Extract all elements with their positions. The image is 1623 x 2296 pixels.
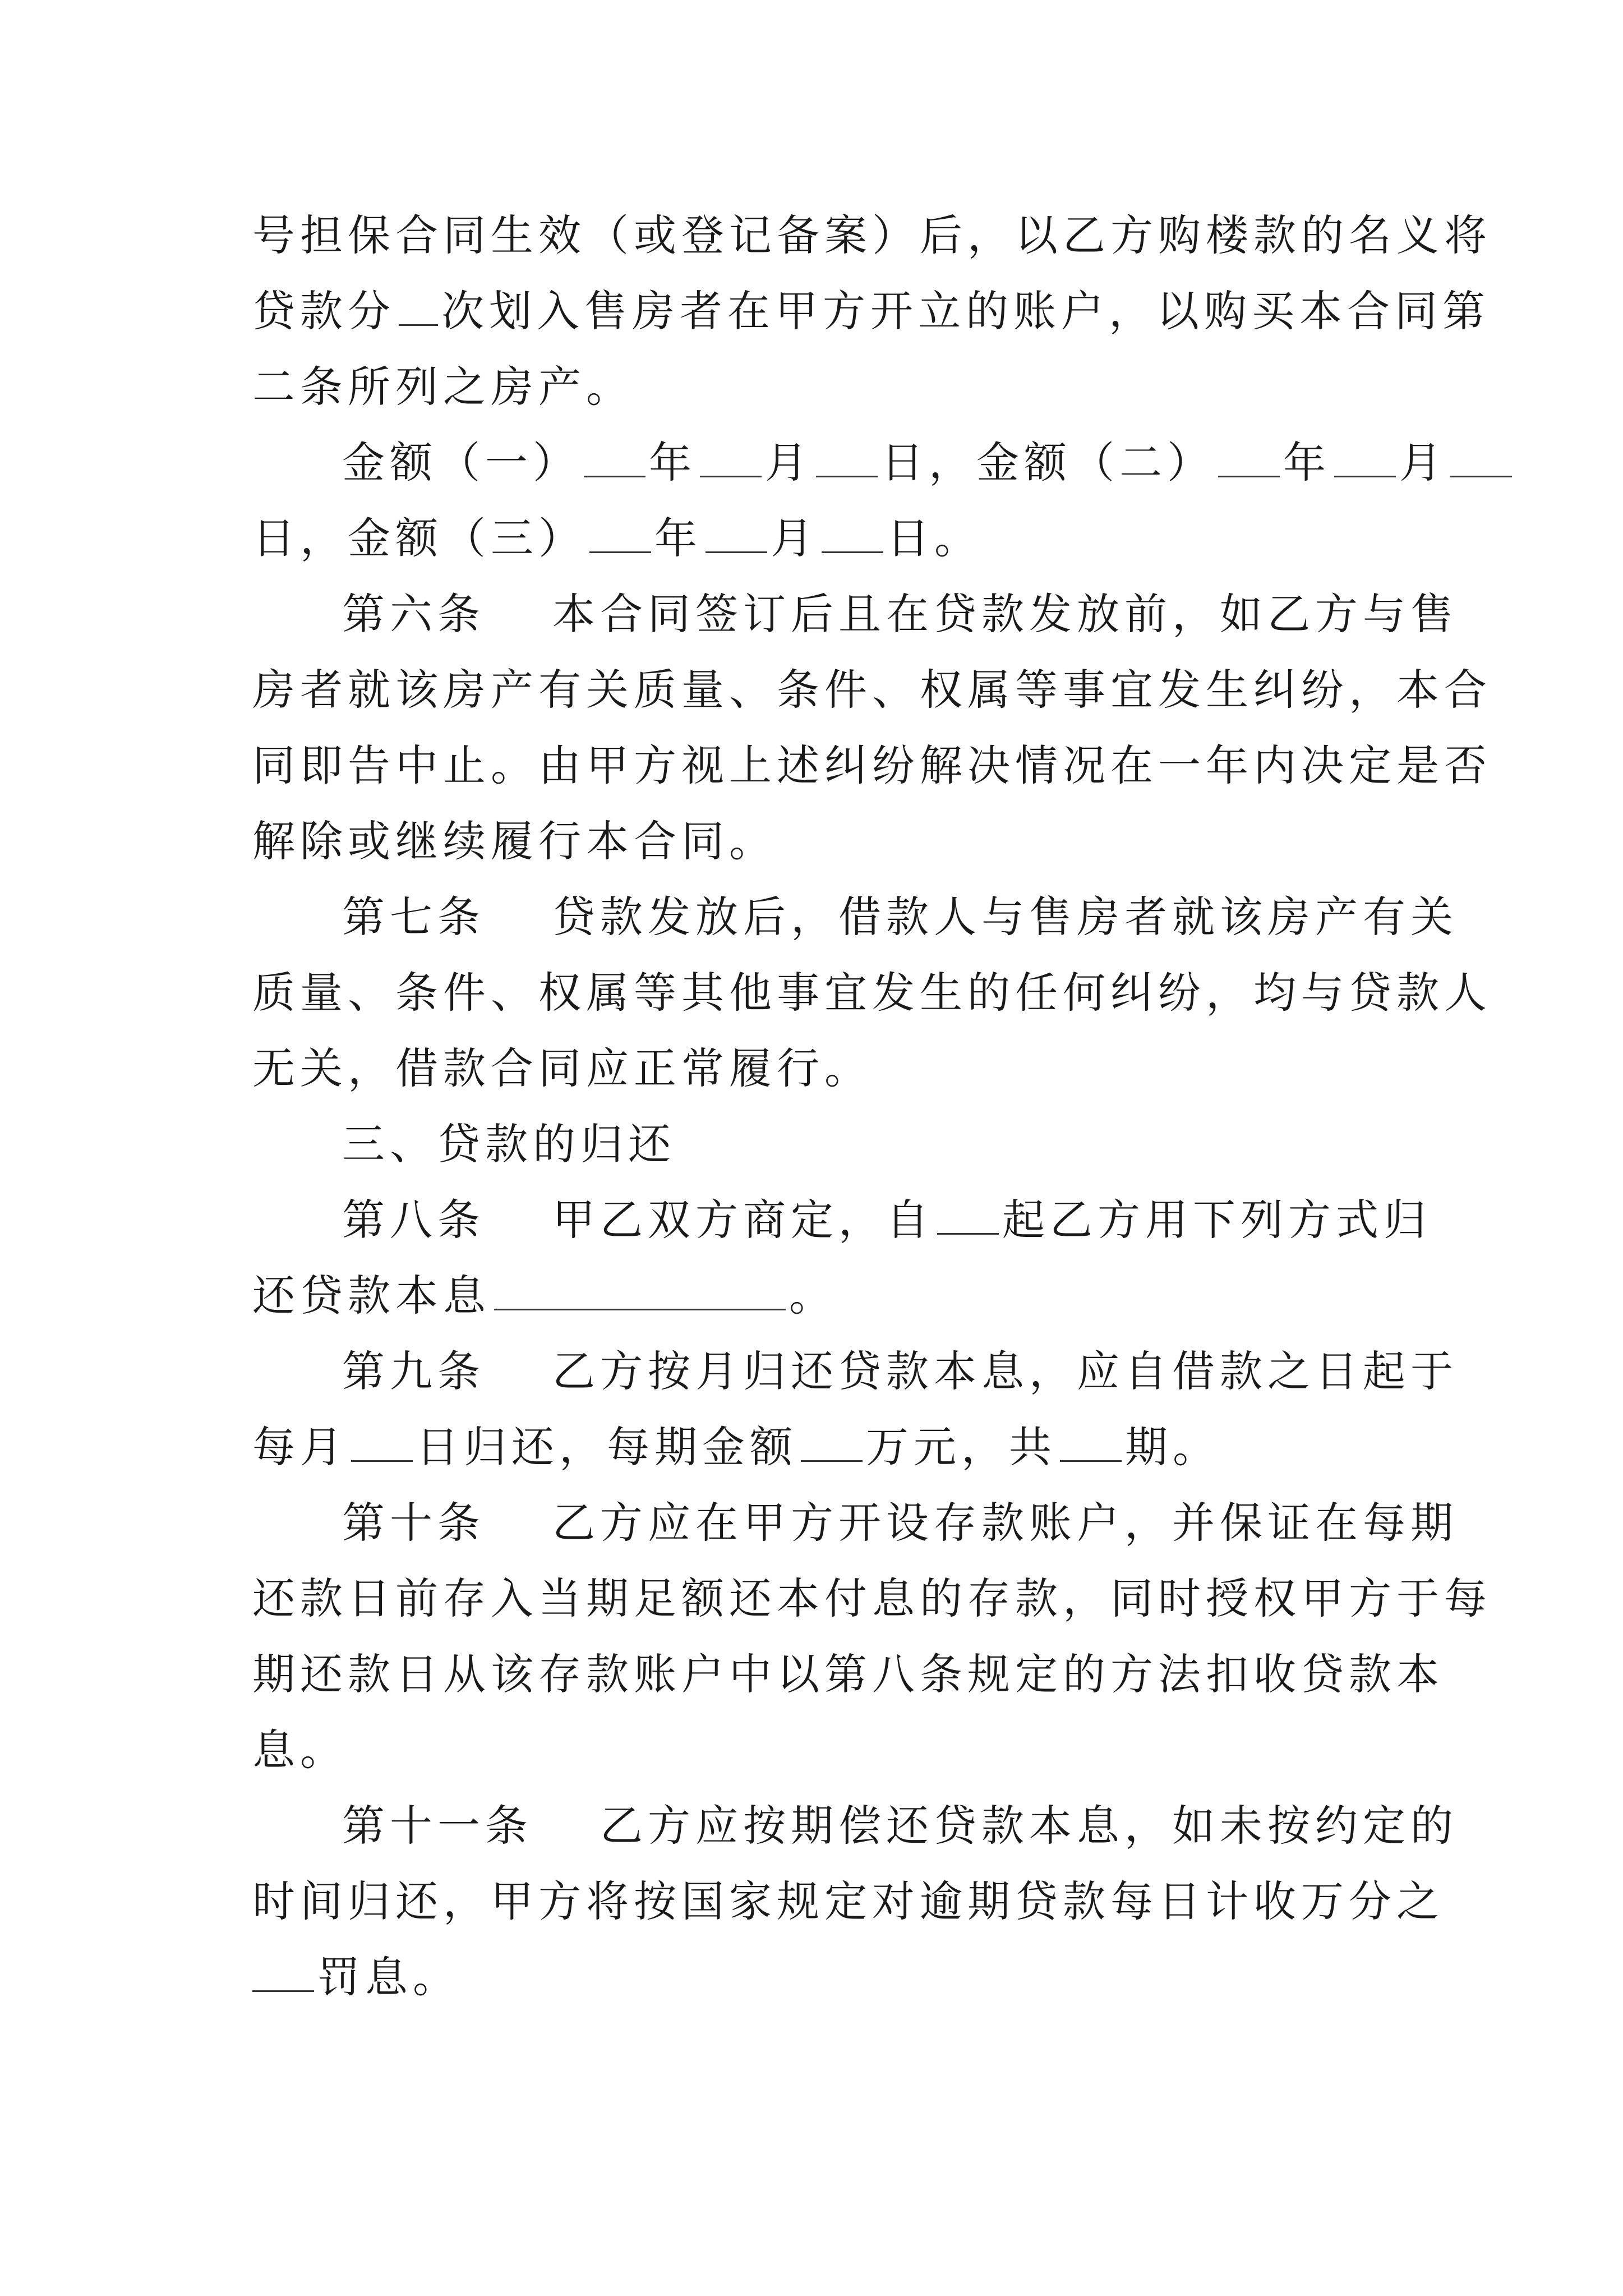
blank-field <box>252 1951 314 1992</box>
paragraph-line <box>252 1041 872 1097</box>
blank-field <box>1334 436 1396 477</box>
text: 本合同签订后且在贷款发放前，如乙方与售 <box>552 589 1458 639</box>
paragraph-line <box>252 1874 1444 1930</box>
text: 无关，借款合同应正常履行。 <box>252 1043 872 1093</box>
article-title: 第六条 <box>342 589 485 639</box>
paragraph-line <box>252 662 1492 718</box>
blank-field <box>1218 436 1280 477</box>
text: 罚息。 <box>317 1952 460 2002</box>
paragraph-line <box>252 359 634 415</box>
blank-field <box>589 512 651 553</box>
text: 二条所列之房产。 <box>252 362 634 412</box>
text: 年 <box>1283 438 1331 487</box>
text: 月 <box>1399 438 1447 487</box>
text: 乙方应在甲方开设存款账户，并保证在每期 <box>552 1498 1458 1548</box>
article-11 <box>342 1798 1458 1854</box>
paragraph-line <box>252 738 1492 794</box>
paragraph-line <box>252 1268 837 1324</box>
text: 同即告中止。由甲方视上述纠纷解决情况在一年内决定是否 <box>252 740 1492 790</box>
text: 年 <box>654 513 702 563</box>
blank-field <box>1060 1421 1122 1462</box>
text: 乙方应按期偿还贷款本息，如未按约定的 <box>600 1801 1458 1851</box>
blank-field <box>399 285 438 326</box>
text: 甲乙双方商定，自 <box>552 1195 934 1245</box>
blank-field <box>584 436 645 477</box>
article-9 <box>342 1343 1458 1400</box>
text: 解除或继续履行本合同。 <box>252 816 777 866</box>
blank-field <box>351 1421 413 1462</box>
section-heading <box>342 1116 676 1172</box>
text: 还贷款本息 <box>252 1271 491 1320</box>
text: 房者就该房产有关质量、条件、权属等事宜发生纠纷，本合 <box>252 665 1492 715</box>
text: 日。 <box>887 513 982 563</box>
text: 期。 <box>1125 1422 1220 1472</box>
text: 次划入售房者在甲方开立的账户，以购买本合同第 <box>441 286 1490 336</box>
amount-line <box>342 435 1515 491</box>
amount-line <box>252 510 982 567</box>
text: 起乙方用下列方式归 <box>1002 1195 1431 1245</box>
blank-field <box>1450 436 1512 477</box>
text: 每月 <box>252 1422 348 1472</box>
text: 日，金额（二） <box>881 438 1215 487</box>
paragraph-line <box>252 1571 1492 1627</box>
article-title: 第十条 <box>342 1498 485 1548</box>
text: 号担保合同生效（或登记备案）后，以乙方购楼款的名义将 <box>252 210 1492 260</box>
text: 息。 <box>252 1725 348 1775</box>
article-10 <box>342 1495 1458 1551</box>
article-title: 第九条 <box>342 1346 485 1396</box>
text: 月 <box>765 438 813 487</box>
paragraph-line <box>252 1949 460 2005</box>
paragraph-line <box>252 283 1490 339</box>
paragraph-line <box>252 1722 348 1778</box>
article-title: 第七条 <box>342 892 485 942</box>
text: 金额（一） <box>342 438 580 487</box>
paragraph-line <box>252 1646 1444 1703</box>
article-title: 第八条 <box>342 1195 485 1245</box>
section-title: 三、贷款的归还 <box>342 1119 676 1169</box>
paragraph-line <box>252 965 1492 1021</box>
article-6 <box>342 586 1458 642</box>
blank-field <box>700 436 762 477</box>
paragraph-line <box>252 1419 1220 1475</box>
text: 还款日前存入当期足额还本付息的存款，同时授权甲方于每 <box>252 1573 1492 1623</box>
text: 质量、条件、权属等其他事宜发生的任何纠纷，均与贷款人 <box>252 968 1492 1018</box>
text: 年 <box>649 438 697 487</box>
text: 日归还，每期金额 <box>416 1422 797 1472</box>
text: 万元，共 <box>866 1422 1057 1472</box>
text: 乙方按月归还贷款本息，应自借款之日起于 <box>552 1346 1458 1396</box>
text: 月 <box>771 513 818 563</box>
blank-field <box>801 1421 863 1462</box>
text: 期还款日从该存款账户中以第八条规定的方法扣收贷款本 <box>252 1649 1444 1699</box>
text: 日，金额（三） <box>252 513 586 563</box>
article-8 <box>342 1192 1431 1248</box>
text: 。 <box>789 1271 837 1320</box>
blank-field <box>822 512 883 553</box>
text: 时间归还，甲方将按国家规定对逾期贷款每日计收万分之 <box>252 1876 1444 1926</box>
article-7 <box>342 889 1458 945</box>
paragraph-line <box>252 208 1492 264</box>
blank-field <box>937 1194 999 1235</box>
blank-field <box>494 1269 786 1310</box>
blank-field <box>816 436 878 477</box>
text: 贷款分 <box>252 286 395 336</box>
text: 贷款发放后，借款人与售房者就该房产有关 <box>552 892 1458 942</box>
blank-field <box>706 512 767 553</box>
article-title: 第十一条 <box>342 1801 533 1851</box>
paragraph-line <box>252 813 777 869</box>
